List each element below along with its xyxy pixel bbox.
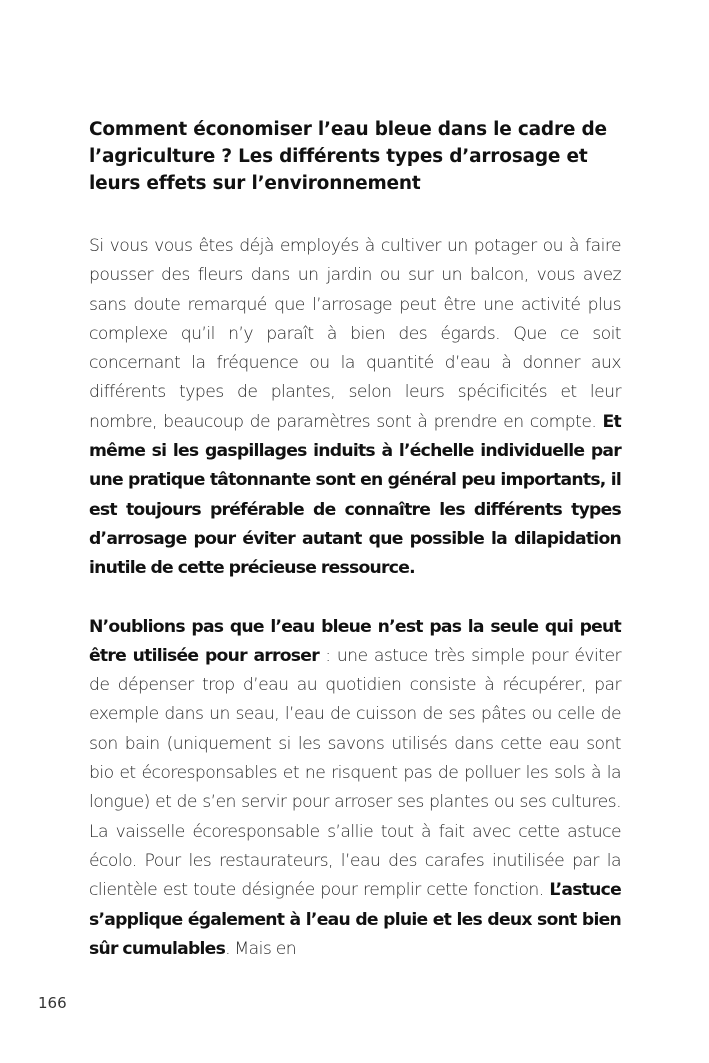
paragraph-2-emphasis-1: N’oublions pas que l’eau bleue n’est pas la seule qui peut être utilisée pour arroser [89, 616, 621, 666]
paragraph-1-text: Si vous vous êtes déjà employés à cultiver un potager ou à faire pousser des fleurs dans un jardin ou sur un balcon, vous avez sans doute remarqué que l’arrosage peut être une activité plus complexe qu’il n’y paraît à bien des égards. Que ce soit concernant la fréquence ou la quantité d’eau à donner aux différents types de plantes, selon leurs spécificités et leur nombre, beaucoup de paramètres sont à prendre en compte. [89, 236, 621, 432]
page-content [89, 116, 621, 964]
paragraph-2-text-2: . Mais en [225, 938, 297, 959]
paragraph-2-text-1: : une astuce très simple pour éviter de dépenser trop d’eau au quotidien consiste à récupérer, par exemple dans un seau, l’eau de cuisson de ses pâtes ou celle de son bain (uniquement si les savons utilisés dans cette eau sont bio et écoresponsables et ne risquent pas de polluer les sols à la longue) et de s’en servir pour arroser ses plantes ou ses cultures. La vaisselle écoresponsable s’allie tout à fait avec cette astuce écolo. Pour les restaurateurs, l’eau des carafes inutilisée par la clientèle est toute désignée pour remplir cette fonction. [89, 645, 621, 901]
paragraph-1 [89, 232, 621, 584]
paragraph-2 [89, 613, 621, 965]
section-heading: Comment économiser l’eau bleue dans le cadre de l’agriculture ? Les différents types d’arrosage et leurs effets sur l’environnement [89, 119, 607, 194]
paragraph-1-emphasis: Et même si les gaspillages induits à l’échelle individuelle par une pratique tâtonnante sont en général peu importants, il est toujours préférable de connaître les différents types d’arrosage pour éviter autant que possible la dilapidation inutile de cette précieuse ressource. [89, 411, 621, 579]
page-number: 166 [38, 994, 67, 1012]
paragraph-2-emphasis-2: L’astuce s’applique également à l’eau de pluie et les deux sont bien sûr cumulables [89, 880, 621, 959]
